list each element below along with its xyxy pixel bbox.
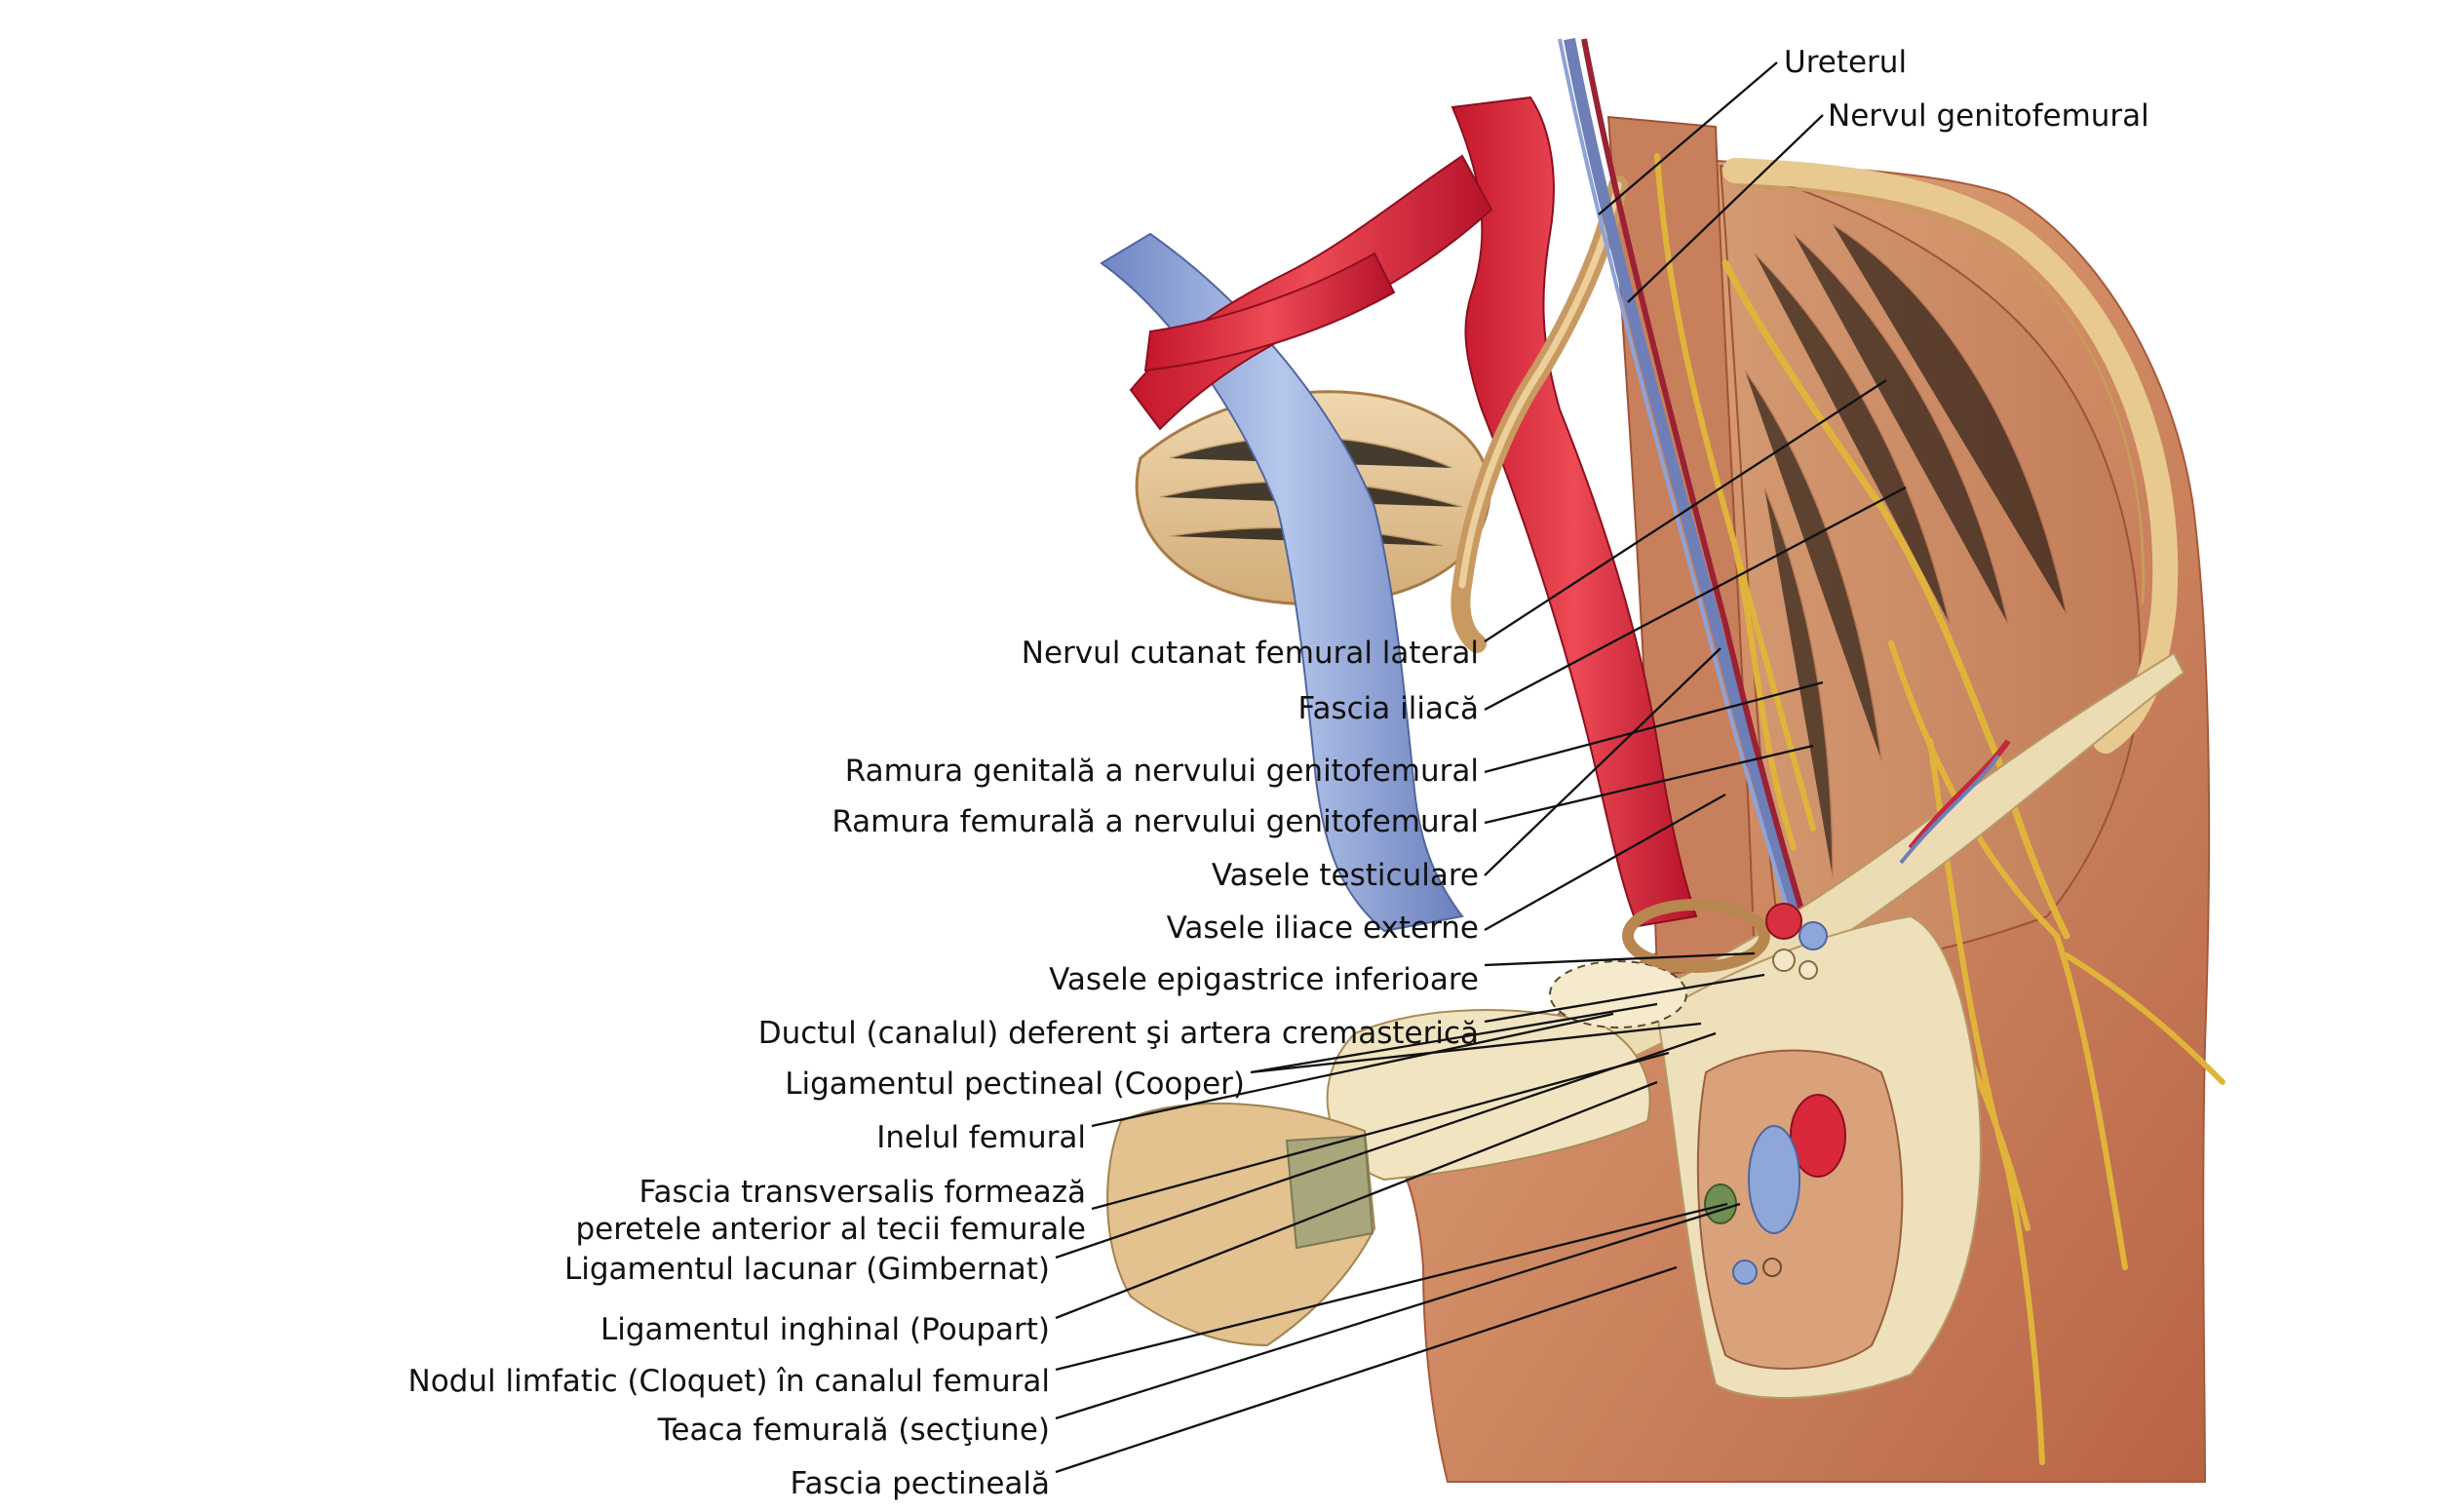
label-teaca-femurala: Teaca femurală (secţiune)	[657, 1413, 1050, 1448]
label-vasele-epigastrice-inferioare: Vasele epigastrice inferioare	[1049, 962, 1479, 997]
label-ligamentul-lacunar: Ligamentul lacunar (Gimbernat)	[563, 1252, 1050, 1287]
label-ramura-genitala: Ramura genitală a nervului genitofemural	[844, 754, 1479, 789]
label-inelul-femural: Inelul femural	[876, 1120, 1086, 1155]
label-vasele-iliace-externe: Vasele iliace externe	[1166, 911, 1479, 946]
label-ureterul: Ureterul	[1784, 45, 1908, 80]
label-nervul-cutanat-femural-lateral: Nervul cutanat femural lateral	[1021, 636, 1479, 671]
label-fascia-pectineala: Fascia pectineală	[790, 1466, 1050, 1501]
label-vasele-testiculare: Vasele testiculare	[1211, 858, 1479, 893]
label-fascia-transversalis-1: Fascia transversalis formează	[638, 1175, 1086, 1210]
label-ligamentul-pectineal: Ligamentul pectineal (Cooper)	[785, 1066, 1245, 1102]
label-ligamentul-inghinal: Ligamentul inghinal (Poupart)	[600, 1312, 1050, 1347]
femoral-vein-section	[1749, 1126, 1799, 1233]
label-nervul-genitofemural: Nervul genitofemural	[1828, 98, 2149, 134]
label-fascia-transversalis-2: peretele anterior al tecii femurale	[575, 1212, 1086, 1247]
label-nodul-limfatic: Nodul limfatic (Cloquet) în canalul femural	[407, 1364, 1050, 1399]
cloquet-node	[1705, 1184, 1736, 1223]
label-ductul-deferent: Ductul (canalul) deferent şi artera cremasterică	[757, 1016, 1479, 1051]
label-fascia-iliaca: Fascia iliacă	[1297, 691, 1479, 726]
label-ramura-femurala: Ramura femurală a nervului genitofemural	[832, 804, 1479, 839]
